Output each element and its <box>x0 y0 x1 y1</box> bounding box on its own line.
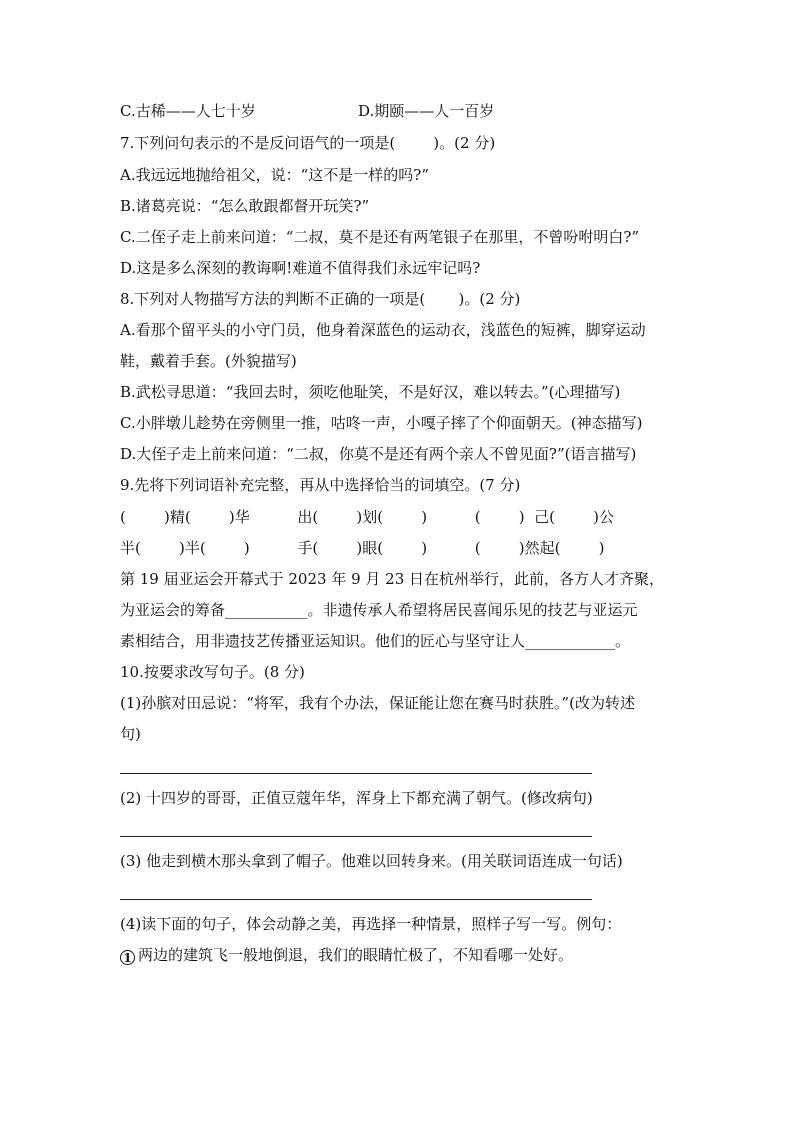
q6-option-c: C.古稀——人七十岁 <box>120 102 256 120</box>
q10-part2-answer-line[interactable] <box>120 836 592 837</box>
q10-part1-line1: (1)孙膑对田忌说：“将军，我有个办法，保证能让您在赛马时获胜。”(改为转述 <box>120 694 635 712</box>
q7-option-d: D.这是多么深刻的教诲啊!难道不值得我们永远牢记吗? <box>120 259 481 277</box>
q10-part4: (4)读下面的句子，体会动静之美，再选择一种情景，照样子写一写。例句： <box>120 915 622 933</box>
q7-option-c: C.二侄子走上前来问道：“二叔，莫不是还有两笔银子在那里，不曾吩咐明白?” <box>120 228 640 246</box>
q10-part1-line2: 句) <box>120 725 141 743</box>
q8-option-b: B.武松寻思道：“我回去时，须吃他耻笑，不是好汉，难以转去。”(心理描写) <box>120 383 621 401</box>
q7-stem: 7.下列问句表示的不是反问语气的一项是( )。(2 分) <box>120 134 496 152</box>
q9-passage-line1: 第 19 届亚运会开幕式于 2023 年 9 月 23 日在杭州举行，此前，各方人才齐聚， <box>120 570 665 588</box>
q10-part1-answer-line[interactable] <box>120 773 592 774</box>
q7-option-b: B.诸葛亮说：“怎么敢跟都督开玩笑?” <box>120 197 370 215</box>
q7-option-a: A.我远远地抛给祖父，说：“这不是一样的吗?” <box>120 166 429 184</box>
q9-words-row2: 半( )半( ) 手( )眼( ) ( )然起( ) <box>120 539 605 557</box>
q6-option-d: D.期颐——人一百岁 <box>358 102 495 120</box>
circled-number-one: 1 <box>120 950 135 965</box>
q10-part3: (3) 他走到横木那头拿到了帽子。他难以回转身来。(用关联词语连成一句话) <box>120 852 623 870</box>
q9-words-row1: ( )精( )华 出( )划( ) ( ) 己( )公 <box>120 508 614 526</box>
q8-option-a-line2: 鞋，戴着手套。(外貌描写) <box>120 352 297 370</box>
q9-passage-line3: 素相结合，用非遗技艺传播亚运知识。他们的匠心与坚守让人____________。 <box>120 632 631 650</box>
q9-passage-line2: 为亚运会的筹备___________。非遗传承人希望将居民喜闻乐见的技艺与亚运元 <box>120 601 638 619</box>
q8-option-c: C.小胖墩儿趁势在旁侧里一推，咕咚一声，小嘎子摔了个仰面朝天。(神态描写) <box>120 414 643 432</box>
q10-stem: 10.按要求改写句子。(8 分) <box>120 663 305 681</box>
q8-option-d: D.大侄子走上前来问道：“二叔，你莫不是还有两个亲人不曾见面?”(语言描写) <box>120 445 637 463</box>
q8-option-a-line1: A.看那个留平头的小守门员，他身着深蓝色的运动衣，浅蓝色的短裤，脚穿运动 <box>120 321 646 339</box>
q10-part3-answer-line[interactable] <box>120 899 592 900</box>
example-text: 两边的建筑飞一般地倒退，我们的眼睛忙极了，不知看哪一处好。 <box>138 946 574 964</box>
q9-stem: 9.先将下列词语补充完整，再从中选择恰当的词填空。(7 分) <box>120 476 521 494</box>
q10-example-sentence <box>120 945 573 965</box>
q8-stem: 8.下列对人物描写方法的判断不正确的一项是( )。(2 分) <box>120 290 521 308</box>
q10-part2: (2) 十四岁的哥哥，正值豆蔻年华，浑身上下都充满了朝气。(修改病句) <box>120 789 593 807</box>
